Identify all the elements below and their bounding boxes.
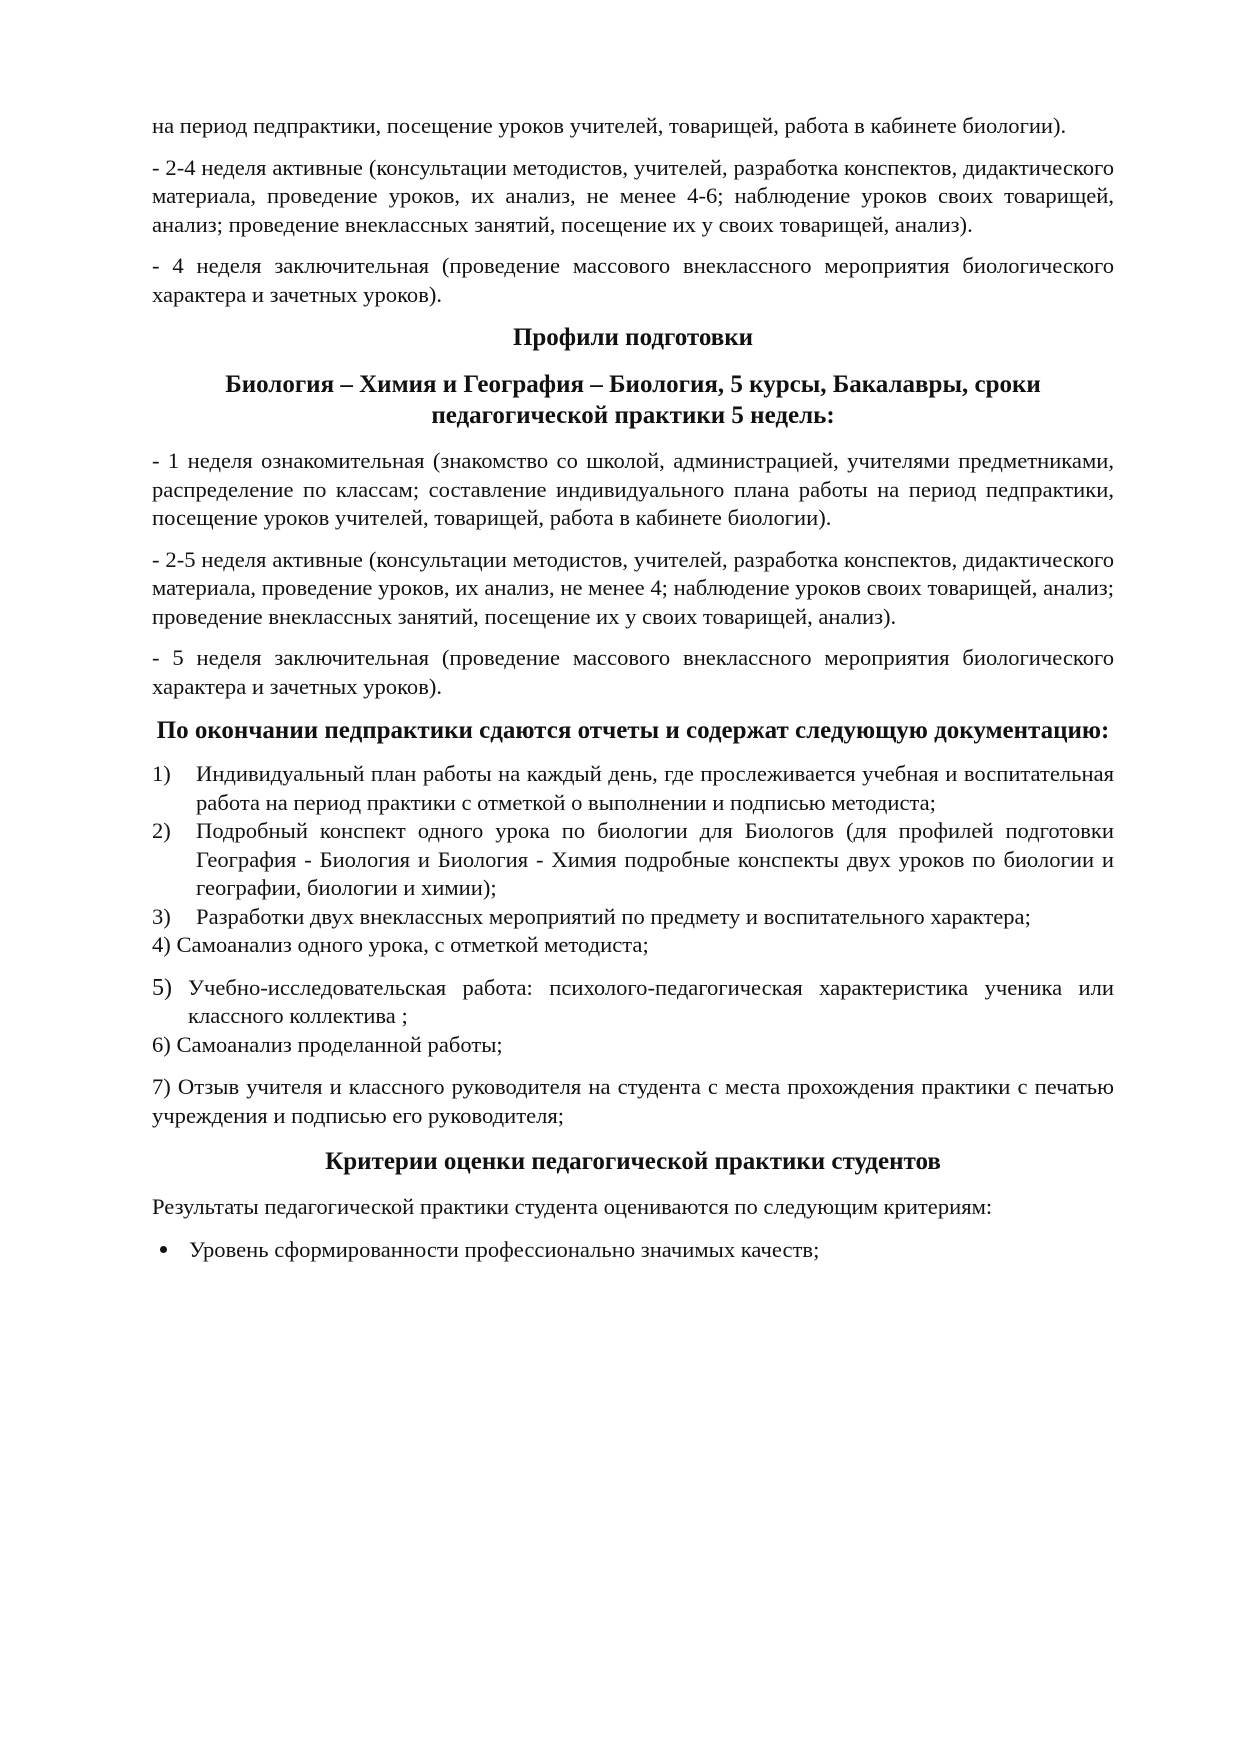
list-item [152, 1031, 1114, 1060]
reports-list [152, 760, 1114, 1130]
profiles-paragraph-2: - 2-5 неделя активные (консультации методистов, учителей, разработка конспектов, дидактического материала, проведение уроков, их анализ, не менее 4; наблюдение уроков своих товарищей, анализ; проведение внеклассных занятий, посещение их у своих товарищей, анализ). [152, 546, 1114, 629]
list-item-number: 1) [152, 761, 171, 786]
criteria-bullet-text: Уровень сформированности профессионально значимых качеств; [189, 1236, 820, 1262]
bullet-icon [152, 1236, 189, 1265]
list-item-text: Разработки двух внеклассных мероприятий по предмету и воспитательного характера; [196, 903, 1031, 929]
list-item-text: Отзыв учителя и классного руководителя на студента с места прохождения практики с печатью учреждения и подписью его руководителя; [152, 1074, 1114, 1128]
list-item-number: 6) [152, 1031, 171, 1057]
list-item [152, 817, 1114, 903]
intro-paragraph-1: на период педпрактики, посещение уроков учителей, товарищей, работа в кабинете биологии). [152, 113, 1067, 138]
list-item [152, 760, 1114, 817]
list-item-text: Подробный конспект одного урока по биологии для Биологов (для профилей подготовки География - Биология и Биология - Химия подробные конспекты двух уроков по биологии и географии, биологии и химии); [196, 818, 1114, 900]
list-item-text: Учебно-исследовательская работа: психолого-педагогическая характеристика ученика или классного коллектива ; [188, 974, 1114, 1028]
document-page [152, 112, 1114, 1264]
list-item-text: Самоанализ проделанной работы; [176, 1031, 503, 1057]
criteria-heading: Критерии оценки педагогической практики студентов [325, 1148, 941, 1175]
list-item-text: Самоанализ одного урока, с отметкой методиста; [176, 932, 649, 957]
list-item [152, 931, 1114, 960]
list-item-number: 3) [152, 903, 171, 929]
list-item-text: Индивидуальный план работы на каждый день, где прослеживается учебная и воспитательная работа на период практики с отметкой о выполнении и подписью методиста; [196, 761, 1114, 815]
profiles-paragraph-3: - 5 неделя заключительная (проведение массового внеклассного мероприятия биологического характера и зачетных уроков). [152, 645, 1114, 699]
list-item-number: 5) [152, 974, 172, 1001]
list-item [152, 974, 1114, 1031]
profiles-subheading: Биология – Химия и География – Биология, 5 курсы, Бакалавры, сроки педагогической практики 5 недель: [225, 371, 1041, 429]
profiles-paragraph-1: - 1 неделя ознакомительная (знакомство со школой, администрацией, учителями предметниками, распределение по классам; составление индивидуального плана работы на период педпрактики, посещение уроков учителей, товарищей, работа в кабинете биологии). [152, 448, 1114, 530]
list-item [152, 1073, 1114, 1130]
list-item-number: 2) [152, 818, 171, 843]
criteria-bullet-item [152, 1236, 1114, 1265]
reports-heading: По окончании педпрактики сдаются отчеты и содержат следующую документацию: [156, 717, 1110, 744]
intro-paragraph-3: - 4 неделя заключительная (проведение массового внеклассного мероприятия биологического характера и зачетных уроков). [152, 253, 1114, 307]
list-item [152, 903, 1114, 932]
profiles-heading: Профили подготовки [512, 324, 754, 351]
criteria-intro: Результаты педагогической практики студента оцениваются по следующим критериям: [152, 1194, 993, 1219]
list-item-number: 4) [152, 932, 171, 957]
list-item-number: 7) [152, 1074, 171, 1099]
intro-paragraph-2: - 2-4 неделя активные (консультации методистов, учителей, разработка конспектов, дидактического материала, проведение уроков, их анализ, не менее 4-6; наблюдение уроков своих товарищей, анализ; проведение внеклассных занятий, посещение их у своих товарищей, анализ). [152, 154, 1114, 237]
